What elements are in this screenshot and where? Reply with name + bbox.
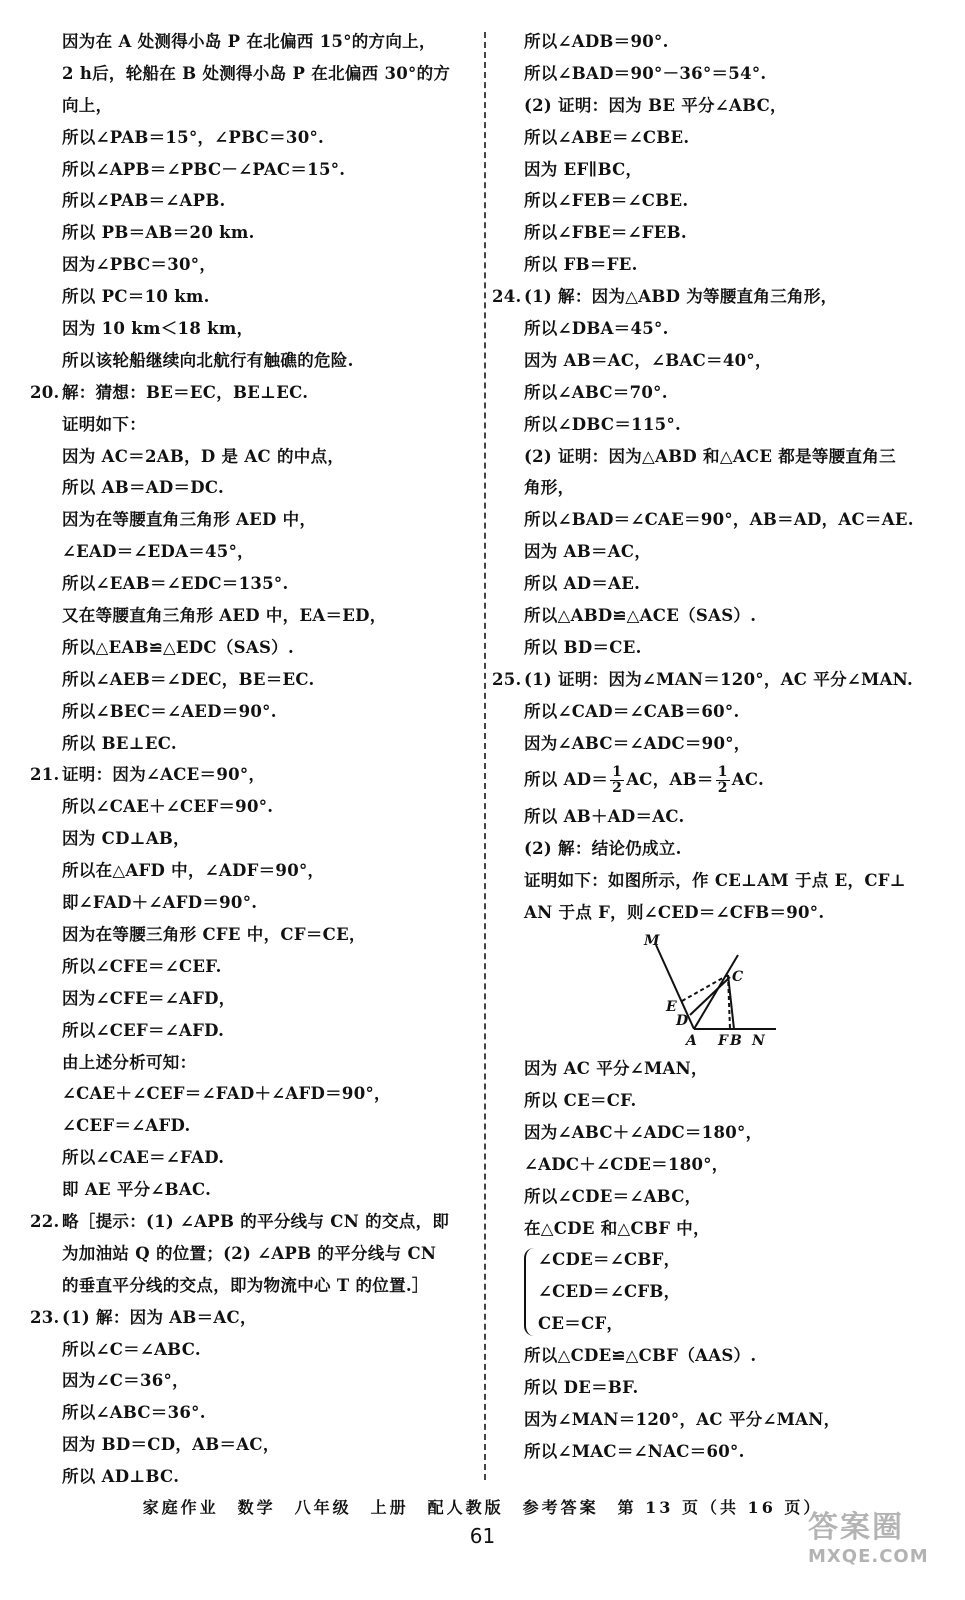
text-line xyxy=(492,1372,937,1404)
text-line xyxy=(30,58,478,90)
fraction-line xyxy=(492,759,937,801)
line-text: 又在等腰直角三角形 AED 中，EA＝ED， xyxy=(62,606,387,626)
line-text: 所以∠PAB＝15°，∠PBC＝30°. xyxy=(62,127,325,147)
line-text: (1) 证明：因为∠MAN＝120°，AC 平分∠MAN. xyxy=(524,669,914,689)
line-text: 所以∠PAB＝∠APB. xyxy=(62,191,226,211)
text-line xyxy=(492,313,937,345)
line-text: (2) 证明：因为 BE 平分∠ABC， xyxy=(524,95,787,115)
line-text: 因为 AB＝AC， xyxy=(524,542,652,562)
left-column xyxy=(30,26,478,1493)
text-line xyxy=(30,1365,478,1397)
text-line xyxy=(30,1334,478,1366)
question-number: 21. xyxy=(30,765,60,785)
text-line xyxy=(30,951,478,983)
watermark-url: MXQE.COM xyxy=(808,1546,929,1567)
segment-dc xyxy=(690,977,730,1015)
text-line xyxy=(492,154,937,186)
line-text: ∠CAE＋∠CEF＝∠FAD＋∠AFD＝90°， xyxy=(62,1084,391,1104)
text-line xyxy=(492,833,937,865)
line-text: 因为∠ABC＋∠ADC＝180°， xyxy=(524,1122,763,1142)
text-line xyxy=(30,185,478,217)
text-line xyxy=(492,504,937,536)
label-e: E xyxy=(666,999,677,1016)
text-line xyxy=(30,600,478,632)
text-line xyxy=(30,855,478,887)
text-line xyxy=(30,441,478,473)
text-line xyxy=(492,696,937,728)
text-line xyxy=(30,536,478,568)
text-line xyxy=(492,217,937,249)
line-text: 所以 BD＝CE. xyxy=(524,637,642,657)
line-text: 所以在△AFD 中，∠ADF＝90°， xyxy=(62,861,325,881)
right-block-d xyxy=(492,1340,937,1468)
line-text: 所以△CDE≌△CBF（AAS）. xyxy=(524,1346,757,1366)
text-line xyxy=(492,1117,937,1149)
right-block-c xyxy=(492,1053,937,1244)
line-text: 所以 FB＝FE. xyxy=(524,255,638,275)
text-line xyxy=(492,1085,937,1117)
question-number: 25. xyxy=(492,669,522,689)
line-text: 所以 AD⊥BC. xyxy=(62,1467,180,1487)
line-text: 在△CDE 和△CBF 中， xyxy=(524,1218,710,1238)
text-line xyxy=(30,1461,478,1493)
line-text: AN 于点 F，则∠CED＝∠CFB＝90°. xyxy=(524,903,825,923)
question-number: 20. xyxy=(30,382,60,402)
line-text: 证明：因为∠ACE＝90°， xyxy=(62,765,266,785)
fraction-denominator: 2 xyxy=(717,779,728,796)
question-number: 22. xyxy=(30,1211,60,1231)
brace-item: CE＝CF， xyxy=(538,1314,624,1334)
text-line xyxy=(30,281,478,313)
line-text: 所以 DE＝BF. xyxy=(524,1377,639,1397)
line-text: 因为∠PBC＝30°， xyxy=(62,255,217,275)
line-text: 所以 AB＝AD＝DC. xyxy=(62,478,225,498)
line-text: 证明如下： xyxy=(62,414,146,434)
text-line xyxy=(30,887,478,919)
text-line xyxy=(30,728,478,760)
line-text: 所以∠ABC＝36°. xyxy=(62,1403,206,1423)
frac-text-2: AC，AB＝ xyxy=(626,770,714,790)
text-line xyxy=(30,1429,478,1461)
line-text: 因为 10 km＜18 km， xyxy=(62,319,254,339)
line-text: 所以∠EAB＝∠EDC＝135°. xyxy=(62,574,289,594)
line-text: 所以 CE＝CF. xyxy=(524,1090,637,1110)
text-line xyxy=(492,1213,937,1245)
fraction-2 xyxy=(716,765,730,796)
line-text: 即 AE 平分∠BAC. xyxy=(62,1180,212,1200)
text-line xyxy=(492,632,937,664)
column-divider xyxy=(484,32,486,1480)
line-text: 所以∠CAE＋∠CEF＝90°. xyxy=(62,797,274,817)
line-text: 由上述分析可知： xyxy=(62,1052,197,1072)
text-line xyxy=(492,897,937,929)
line-text: 所以∠FBE＝∠FEB. xyxy=(524,223,687,243)
line-text: 因为∠C＝36°， xyxy=(62,1371,189,1391)
fraction-numerator: 1 xyxy=(612,763,623,780)
line-text: ∠ADC＋∠CDE＝180°， xyxy=(524,1154,729,1174)
right-block-a xyxy=(492,26,937,759)
line-text: 因为 AC 平分∠MAN， xyxy=(524,1059,708,1079)
text-line xyxy=(492,1181,937,1213)
line-text: 因为 CD⊥AB， xyxy=(62,829,190,849)
text-line xyxy=(492,1436,937,1468)
text-line xyxy=(492,1149,937,1181)
line-text: (2) 证明：因为△ABD 和△ACE 都是等腰直角三 xyxy=(524,446,896,466)
text-line xyxy=(492,1053,937,1085)
frac-text-1: 所以 AD＝ xyxy=(524,770,609,790)
text-line xyxy=(30,791,478,823)
line-text: 略［提示：(1) ∠APB 的平分线与 CN 的交点，即 xyxy=(62,1211,450,1231)
brace-item: ∠CED＝∠CFB， xyxy=(538,1282,681,1302)
page-footer: 家庭作业 数学 八年级 上册 配人教版 参考答案 第 13 页（共 16 页） xyxy=(142,1498,823,1517)
line-text: 所以 AB＋AD＝AC. xyxy=(524,807,685,827)
fraction-1 xyxy=(610,765,624,796)
text-line xyxy=(492,1404,937,1436)
geometry-figure xyxy=(492,929,937,1053)
line-text: 所以∠APB＝∠PBC－∠PAC＝15°. xyxy=(62,159,346,179)
text-line xyxy=(492,377,937,409)
question-number: 23. xyxy=(30,1307,60,1327)
text-line xyxy=(492,568,937,600)
line-text: 角形， xyxy=(524,478,575,498)
ray-am xyxy=(656,945,694,1029)
text-line xyxy=(492,409,937,441)
text-line xyxy=(492,26,937,58)
page-number: 61 xyxy=(469,1524,496,1548)
text-line xyxy=(30,1238,478,1270)
line-text: 2 h后，轮船在 B 处测得小岛 P 在北偏西 30°的方 xyxy=(62,63,451,83)
watermark-logo xyxy=(808,1502,958,1594)
geometry-diagram xyxy=(620,929,780,1053)
line-text: 所以∠CAD＝∠CAB＝60°. xyxy=(524,701,740,721)
ray-ac xyxy=(694,955,738,1029)
text-line xyxy=(492,441,937,473)
line-text: ∠CEF＝∠AFD. xyxy=(62,1116,191,1136)
question-line xyxy=(492,281,937,313)
frac-text-3: AC. xyxy=(731,770,765,790)
text-line xyxy=(492,536,937,568)
right-block-b xyxy=(492,801,937,929)
text-line xyxy=(30,122,478,154)
line-text: 因为∠MAN＝120°，AC 平分∠MAN， xyxy=(524,1409,841,1429)
text-line xyxy=(30,1078,478,1110)
text-line xyxy=(30,1142,478,1174)
text-line xyxy=(30,409,478,441)
line-text: 所以∠CFE＝∠CEF. xyxy=(62,956,222,976)
text-line xyxy=(30,823,478,855)
line-text: 所以∠CDE＝∠ABC， xyxy=(524,1186,702,1206)
text-line xyxy=(492,58,937,90)
text-line xyxy=(30,249,478,281)
text-line xyxy=(30,217,478,249)
text-line xyxy=(492,122,937,154)
text-line xyxy=(30,1397,478,1429)
text-line xyxy=(30,919,478,951)
text-line xyxy=(30,90,478,122)
line-text: 因为 BD＝CD，AB＝AC， xyxy=(62,1435,280,1455)
line-text: 因为 AC＝2AB，D 是 AC 的中点， xyxy=(62,446,345,466)
line-text: 因为在等腰直角三角形 AED 中， xyxy=(62,510,317,530)
brace-item: ∠CDE＝∠CBF， xyxy=(538,1250,681,1270)
line-text: 所以∠BAD＝∠CAE＝90°，AB＝AD，AC＝AE. xyxy=(524,510,914,530)
text-line xyxy=(30,1015,478,1047)
line-text: 所以∠MAC＝∠NAC＝60°. xyxy=(524,1441,745,1461)
question-line xyxy=(30,759,478,791)
label-b: B xyxy=(730,1033,742,1050)
text-line xyxy=(30,345,478,377)
line-text: 所以∠FEB＝∠CBE. xyxy=(524,191,689,211)
text-line xyxy=(30,664,478,696)
text-line xyxy=(30,1110,478,1142)
question-number: 24. xyxy=(492,287,522,307)
line-text: 因为∠ABC＝∠ADC＝90°， xyxy=(524,733,751,753)
line-text: 向上， xyxy=(62,95,113,115)
label-d: D xyxy=(676,1013,689,1030)
text-line xyxy=(30,696,478,728)
text-line xyxy=(492,185,937,217)
line-text: 因为在等腰三角形 CFE 中，CF＝CE， xyxy=(62,924,366,944)
line-text: ∠EAD＝∠EDA＝45°， xyxy=(62,542,254,562)
line-text: 因为在 A 处测得小岛 P 在北偏西 15°的方向上， xyxy=(62,32,436,51)
line-text: 所以∠BEC＝∠AED＝90°. xyxy=(62,701,277,721)
text-line xyxy=(492,600,937,632)
text-line xyxy=(492,728,937,760)
brace-system xyxy=(492,1244,937,1340)
label-n: N xyxy=(752,1033,765,1050)
text-line xyxy=(30,504,478,536)
text-line xyxy=(492,472,937,504)
text-line xyxy=(492,865,937,897)
line-text: 因为∠CFE＝∠AFD， xyxy=(62,988,236,1008)
line-text: (2) 解：结论仍成立. xyxy=(524,839,682,859)
line-text: 所以∠ABC＝70°. xyxy=(524,382,668,402)
line-text: 所以 PC＝10 km. xyxy=(62,287,210,307)
fraction-numerator: 1 xyxy=(717,763,728,780)
label-c: C xyxy=(732,969,744,986)
text-line xyxy=(492,90,937,122)
line-text: 所以∠DBA＝45°. xyxy=(524,319,669,339)
line-text: (1) 解：因为△ABD 为等腰直角三角形， xyxy=(524,287,838,307)
line-text: 即∠FAD＋∠AFD＝90°. xyxy=(62,893,258,913)
text-line xyxy=(30,313,478,345)
line-text: 所以∠DBC＝115°. xyxy=(524,414,682,434)
text-line xyxy=(492,249,937,281)
fraction-denominator: 2 xyxy=(612,779,623,796)
text-line xyxy=(30,632,478,664)
text-line xyxy=(492,345,937,377)
question-line xyxy=(30,1302,478,1334)
question-line xyxy=(30,377,478,409)
line-text: 为加油站 Q 的位置；(2) ∠APB 的平分线与 CN xyxy=(62,1243,437,1263)
brace-mark xyxy=(524,1248,536,1336)
question-line xyxy=(492,664,937,696)
label-f: F xyxy=(718,1033,728,1050)
line-text: 所以△EAB≌△EDC（SAS）. xyxy=(62,637,295,657)
text-line xyxy=(30,154,478,186)
text-line xyxy=(492,801,937,833)
text-line xyxy=(30,983,478,1015)
line-text: 的垂直平分线的交点，即为物流中心 T 的位置.］ xyxy=(62,1275,429,1295)
line-text: 所以∠CAE＝∠FAD. xyxy=(62,1148,225,1168)
line-text: 所以 AD＝AE. xyxy=(524,574,641,594)
line-text: 因为 AB＝AC，∠BAC＝40°， xyxy=(524,350,772,370)
line-text: 所以 BE⊥EC. xyxy=(62,733,177,753)
text-line xyxy=(30,1270,478,1302)
line-text: 所以∠ADB＝90°. xyxy=(524,32,669,51)
text-line xyxy=(492,1340,937,1372)
line-text: 解：猜想：BE＝EC，BE⊥EC. xyxy=(62,382,309,402)
text-line xyxy=(30,472,478,504)
line-text: (1) 解：因为 AB＝AC， xyxy=(62,1307,257,1327)
watermark-title: 答案圈 xyxy=(808,1510,904,1545)
line-text: 所以∠C＝∠ABC. xyxy=(62,1339,201,1359)
text-line xyxy=(30,26,478,58)
line-text: 所以△ABD≌△ACE（SAS）. xyxy=(524,606,757,626)
line-text: 所以∠ABE＝∠CBE. xyxy=(524,127,690,147)
line-text: 所以∠CEF＝∠AFD. xyxy=(62,1020,225,1040)
label-a: A xyxy=(686,1033,697,1050)
line-text: 所以 PB＝AB＝20 km. xyxy=(62,223,255,243)
line-text: 所以该轮船继续向北航行有触礁的危险. xyxy=(62,350,354,370)
question-line xyxy=(30,1206,478,1238)
line-text: 所以∠BAD＝90°－36°＝54°. xyxy=(524,63,767,83)
text-line xyxy=(30,568,478,600)
line-text: 因为 EF∥BC， xyxy=(524,159,643,179)
text-line xyxy=(30,1047,478,1079)
segment-ce-dashed xyxy=(682,975,728,1001)
right-column xyxy=(492,26,937,1468)
line-text: 证明如下：如图所示，作 CE⊥AM 于点 E，CF⊥ xyxy=(524,871,906,891)
text-line xyxy=(30,1174,478,1206)
line-text: 所以∠AEB＝∠DEC，BE＝EC. xyxy=(62,669,315,689)
label-m: M xyxy=(644,933,660,950)
